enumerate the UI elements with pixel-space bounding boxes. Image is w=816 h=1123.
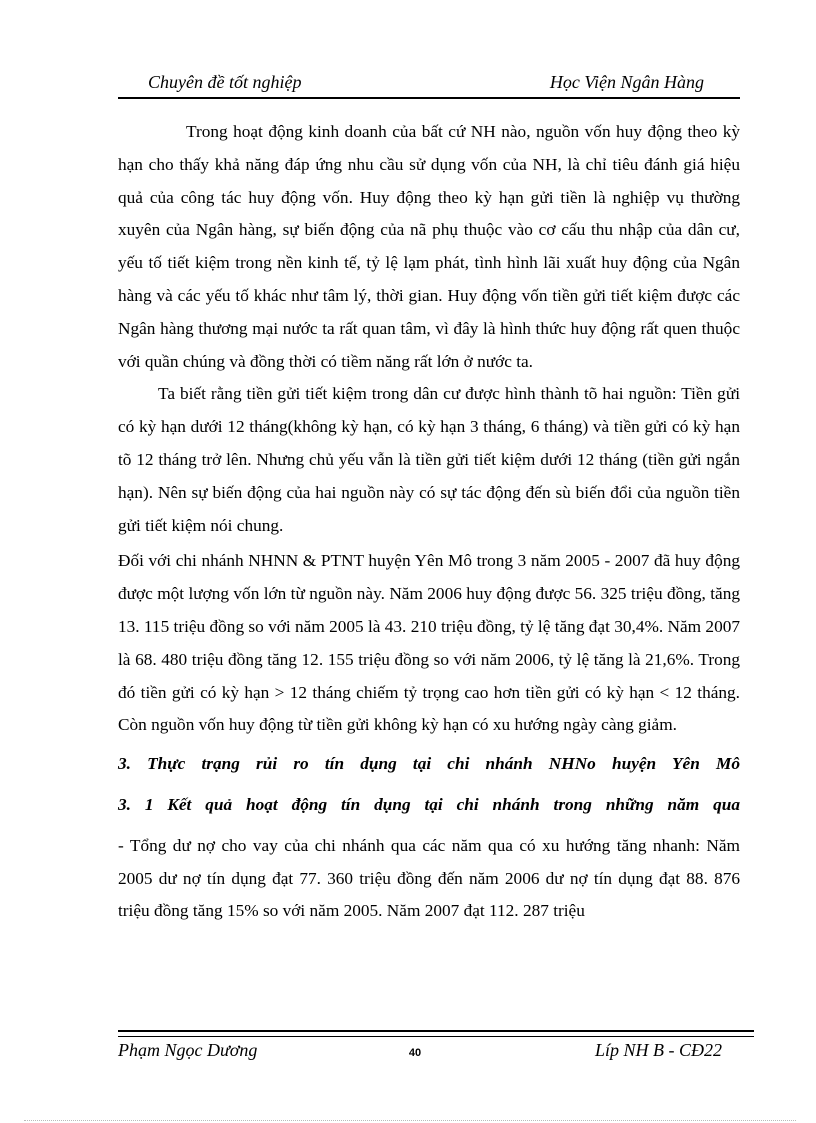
footer-author: Phạm Ngọc Dương (118, 1040, 258, 1060)
section-heading: 3. Thực trạng rủi ro tín dụng tại chi nhánh NHNo huyện Yên Mô (118, 754, 740, 774)
subsection-heading: 3. 1 Kết quả hoạt động tín dụng tại chi nhánh trong những năm qua (118, 794, 740, 814)
header-divider (118, 97, 740, 99)
paragraph-term-deposits: Trong hoạt động kinh doanh của bất cứ NH nào, nguồn vốn huy động theo kỳ hạn cho thấy khả năng đáp ứng nhu cầu sử dụng vốn của NH, là chỉ tiêu đánh giá hiệu quả của công tác huy động vốn. Huy động theo kỳ hạn gửi tiền là nghiệp vụ thường xuyên của Ngân hàng, sự biến động của nã phụ thuộc vào cơ cấu thu nhập của dân cư, yếu tố tiết kiệm trong nền kinh tế, tỷ lệ lạm phát, tình hình lãi xuất huy động của Ngân hàng và các yếu tố khác như tâm lý, thời gian. Huy động vốn tiền gửi tiết kiệm được các Ngân hàng thương mại nước ta rất quan tâm, vì đây là hình thức huy động rất quen thuộc với quần chúng và đồng thời có tiềm năng rất lớn ở nước ta. (118, 122, 740, 371)
footer-class: Líp NH B - CĐ22 (594, 1040, 722, 1060)
page-number: 40 (408, 1047, 422, 1059)
header-document-type: Chuyên đề tốt nghiệp (148, 72, 302, 92)
header-institution: Học Viện Ngân Hàng (549, 72, 704, 92)
paragraph-savings-sources: Ta biết rằng tiền gửi tiết kiệm trong dân cư được hình thành tõ hai nguồn: Tiền gửi có kỳ hạn dưới 12 tháng(không kỳ hạn, có kỳ hạn 3 tháng, 6 tháng) và tiền gửi có kỳ hạn tõ 12 tháng trở lên. Nhưng chủ yếu vẫn là tiền gửi tiết kiệm dưới 12 tháng (tiền gửi ngắn hạn). Nên sự biến động của hai nguồn này có sự tác động đến sù biến đổi của nguồn tiền gửi tiết kiệm nói chung. (118, 384, 740, 535)
paragraph-branch-mobilization: Đối với chi nhánh NHNN & PTNT huyện Yên Mô trong 3 năm 2005 - 2007 đã huy động được một lượng vốn lớn từ nguồn này. Năm 2006 huy động được 56. 325 triệu đồng, tăng 13. 115 triệu đồng so với năm 2005 là 43. 210 triệu đồng, tỷ lệ tăng đạt 30,4%. Năm 2007 là 68. 480 triệu đồng tăng 12. 155 triệu đồng so với năm 2006, tỷ lệ tăng là 21,6%. Trong đó tiền gửi có kỳ hạn > 12 tháng chiếm tỷ trọng cao hơn tiền gửi có kỳ hạn < 12 tháng. Còn nguồn vốn huy động từ tiền gửi không kỳ hạn có xu hướng ngày càng giảm. (118, 551, 740, 735)
footer-divider (118, 1030, 754, 1037)
page-body (118, 116, 740, 928)
page-edge-divider (24, 1120, 796, 1121)
paragraph-outstanding-loans: - Tổng dư nợ cho vay của chi nhánh qua các năm qua có xu hướng tăng nhanh: Năm 2005 dư nợ tín dụng đạt 77. 360 triệu đồng đến năm 2006 dư nợ tín dụng đạt 88. 876 triệu đồng tăng 15% so với năm 2005. Năm 2007 đạt 112. 287 triệu (118, 835, 740, 921)
